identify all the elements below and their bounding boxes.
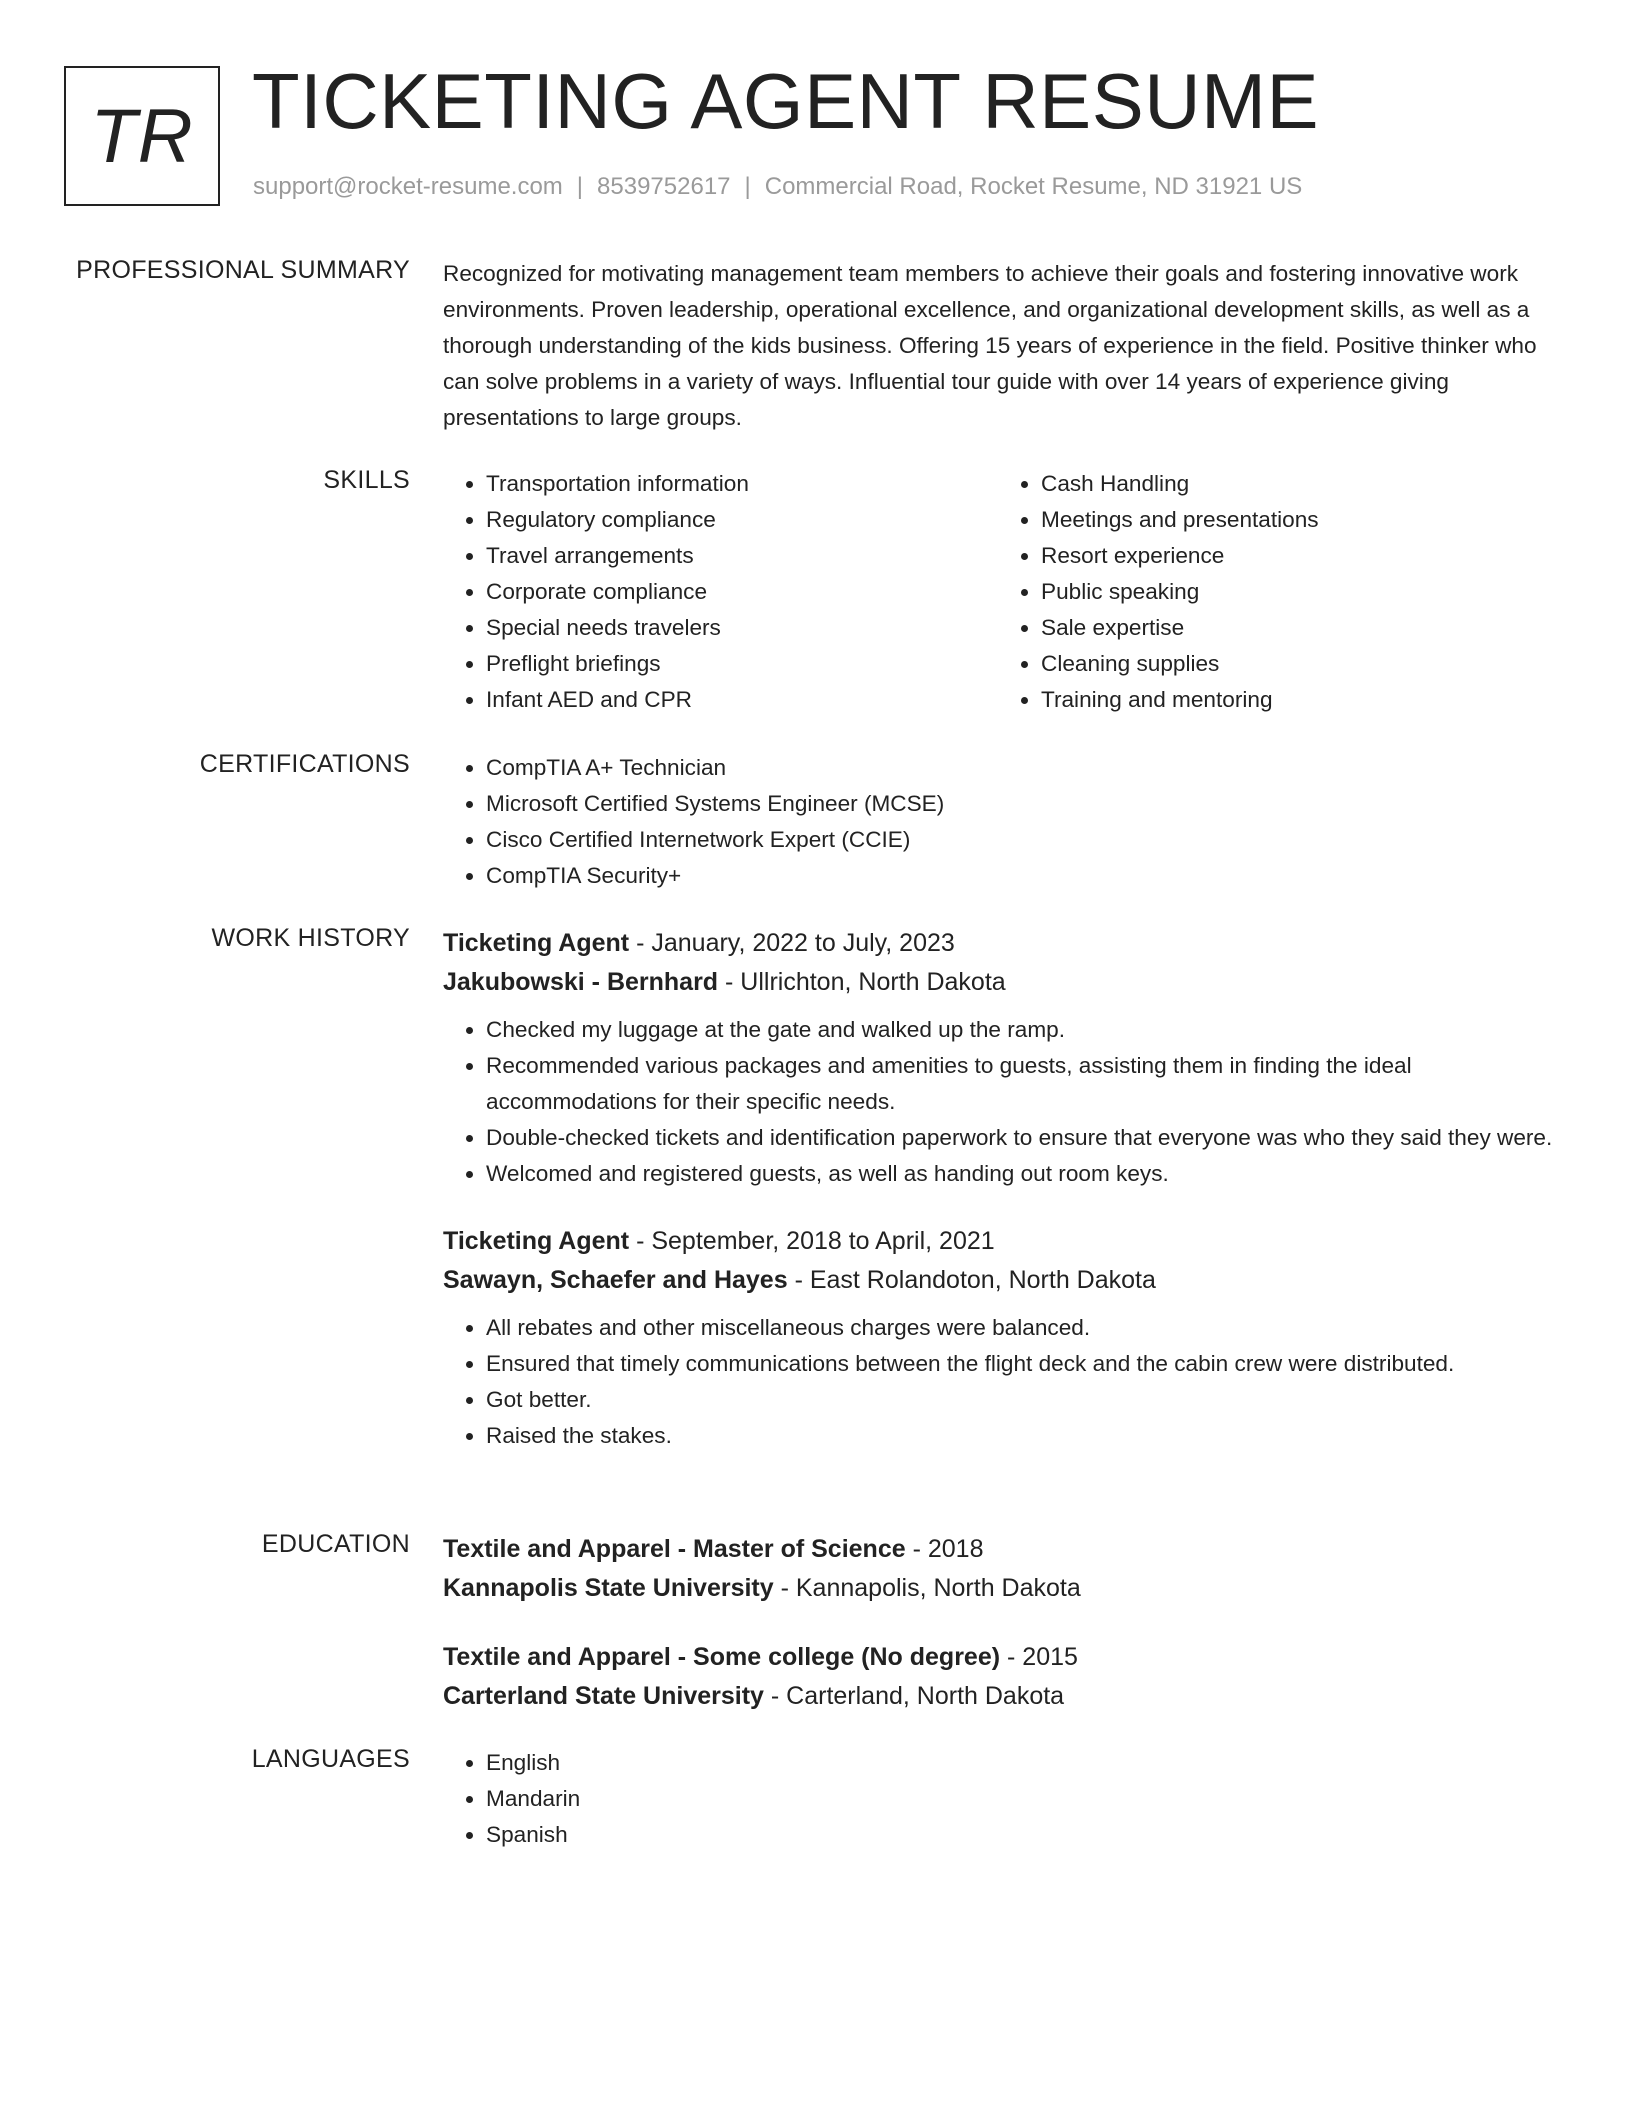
education-degree: Textile and Apparel - Master of Science — [443, 1535, 906, 1563]
job-duty: • Checked my luggage at the gate and walked up the ramp. — [486, 1012, 1553, 1048]
skill-item: • Cleaning supplies — [1041, 646, 1553, 682]
education-degree-line — [443, 1530, 1553, 1569]
skill-item: • Meetings and presentations — [1041, 502, 1553, 538]
education-year: - 2018 — [905, 1535, 984, 1563]
job-duty: • Raised the stakes. — [486, 1418, 1553, 1454]
contact-phone: 8539752617 — [597, 173, 731, 200]
education-degree: Textile and Apparel - Some college (No degree) — [443, 1643, 1001, 1671]
job-location: - East Rolandoton, North Dakota — [787, 1266, 1156, 1294]
skills-body — [443, 466, 1553, 718]
certifications-list — [443, 750, 1553, 894]
job-duties-list — [443, 1310, 1553, 1454]
job-title: Ticketing Agent — [443, 1227, 630, 1255]
job-duty: • All rebates and other miscellaneous charges were balanced. — [486, 1310, 1553, 1346]
job-duty: • Recommended various packages and amenities to guests, assisting them in finding the ideal accommodations for their specific needs. — [486, 1048, 1553, 1120]
summary-text: Recognized for motivating management team members to achieve their goals and fostering innovative work environments. Proven leadership, operational excellence, and organizational development skills, as well as a thorough understanding of the kids business. Offering 15 years of experience in the field. Positive thinker who can solve problems in a variety of ways. Influential tour guide with over 14 years of experience giving presentations to large groups. — [443, 261, 1537, 430]
job-duty: • Welcomed and registered guests, as well as handing out room keys. — [486, 1156, 1553, 1192]
education-school: Carterland State University — [443, 1682, 764, 1710]
section-label: LANGUAGES — [251, 1745, 410, 1773]
languages-body — [443, 1745, 1553, 1853]
language-item: • English — [486, 1745, 1553, 1781]
job-entry — [443, 924, 1553, 1192]
skill-item: • Regulatory compliance — [486, 502, 998, 538]
contact-address: Commercial Road, Rocket Resume, ND 31921 US — [764, 173, 1303, 200]
work-history-body — [443, 924, 1553, 1454]
contact-separator: | — [576, 173, 584, 200]
job-company: Jakubowski - Bernhard — [443, 968, 719, 996]
job-location: - Ullrichton, North Dakota — [718, 968, 1006, 996]
job-dates: - September, 2018 to April, 2021 — [629, 1227, 995, 1255]
skill-item: • Infant AED and CPR — [486, 682, 998, 718]
section-label: EDUCATION — [261, 1530, 410, 1558]
skill-item: • Cash Handling — [1041, 466, 1553, 502]
languages-list — [443, 1745, 1553, 1853]
education-school: Kannapolis State University — [443, 1574, 774, 1602]
job-dates: - January, 2022 to July, 2023 — [629, 929, 955, 957]
education-year: - 2015 — [1000, 1643, 1078, 1671]
contact-separator: | — [744, 173, 751, 200]
language-item: • Mandarin — [486, 1781, 1553, 1817]
education-location: - Kannapolis, North Dakota — [773, 1574, 1081, 1602]
education-school-line — [443, 1569, 1553, 1608]
education-entry — [443, 1638, 1553, 1716]
skill-item: • Corporate compliance — [486, 574, 998, 610]
job-company-line — [443, 963, 1553, 1002]
resume-title: TICKETING AGENT RESUME — [252, 57, 1320, 145]
education-body — [443, 1530, 1553, 1716]
skill-item: • Travel arrangements — [486, 538, 998, 574]
job-title-line — [443, 924, 1553, 963]
job-title: Ticketing Agent — [443, 929, 630, 957]
skill-item: • Special needs travelers — [486, 610, 998, 646]
certifications-body — [443, 750, 1553, 894]
section-label: SKILLS — [323, 466, 410, 494]
skill-item: • Training and mentoring — [1041, 682, 1553, 718]
education-school-line — [443, 1677, 1553, 1716]
summary-body — [443, 256, 1553, 436]
job-duties-list — [443, 1012, 1553, 1192]
section-label: CERTIFICATIONS — [199, 750, 410, 778]
job-company-line — [443, 1261, 1553, 1300]
section-label: WORK HISTORY — [211, 924, 410, 952]
job-duty: • Ensured that timely communications between the flight deck and the cabin crew were distributed. — [486, 1346, 1553, 1382]
contact-email: support@rocket-resume.com — [253, 173, 563, 200]
skills-list-left — [443, 466, 998, 718]
skill-item: • Public speaking — [1041, 574, 1553, 610]
section-label: PROFESSIONAL SUMMARY — [76, 256, 410, 284]
certification-item: • CompTIA Security+ — [486, 858, 1553, 894]
education-location: - Carterland, North Dakota — [763, 1682, 1065, 1710]
certification-item: • Microsoft Certified Systems Engineer (MCSE) — [486, 786, 1553, 822]
education-degree-line — [443, 1638, 1553, 1677]
skill-item: • Preflight briefings — [486, 646, 998, 682]
job-company: Sawayn, Schaefer and Hayes — [443, 1266, 788, 1294]
language-item: • Spanish — [486, 1817, 1553, 1853]
monogram-logo: TR — [64, 66, 220, 206]
job-entry — [443, 1222, 1553, 1454]
education-entry — [443, 1530, 1553, 1608]
job-duty: • Double-checked tickets and identification paperwork to ensure that everyone was who they said they were. — [486, 1120, 1553, 1156]
skill-item: • Sale expertise — [1041, 610, 1553, 646]
contact-line — [253, 173, 1302, 201]
skill-item: • Resort experience — [1041, 538, 1553, 574]
job-title-line — [443, 1222, 1553, 1261]
certification-item: • CompTIA A+ Technician — [486, 750, 1553, 786]
skill-item: • Transportation information — [486, 466, 998, 502]
certification-item: • Cisco Certified Internetwork Expert (CCIE) — [486, 822, 1553, 858]
skills-list-right — [998, 466, 1553, 718]
job-duty: • Got better. — [486, 1382, 1553, 1418]
